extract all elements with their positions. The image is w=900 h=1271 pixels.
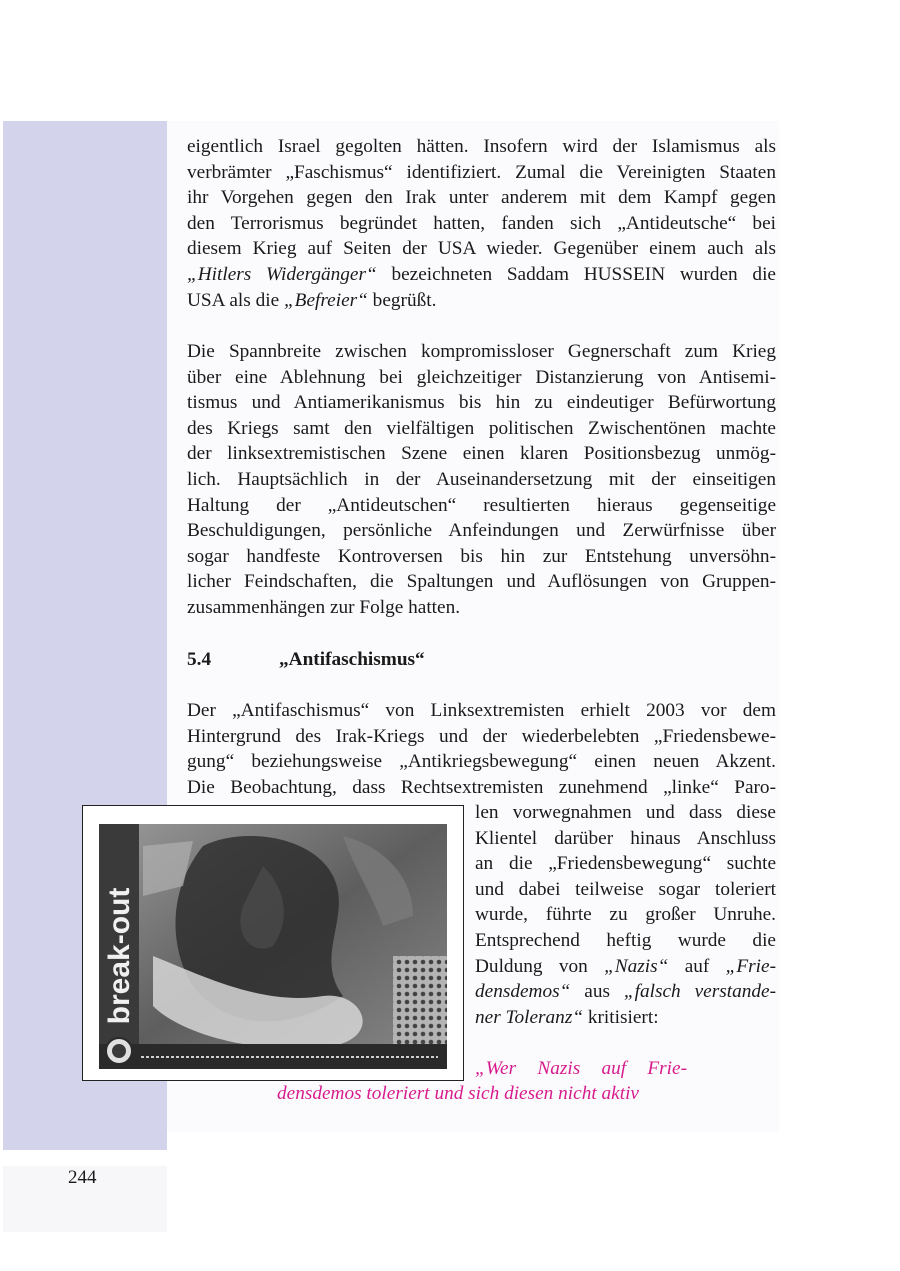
text-line: Die Spannbreite zwischen kompromissloser Gegnerschaft zum Krieg <box>187 341 776 362</box>
text-fragment: auf <box>668 955 726 977</box>
text-line <box>475 954 776 980</box>
italic-phrase: „Befreier“ <box>283 289 368 311</box>
text-line: Klientel darüber hinaus Anschluss <box>475 827 776 849</box>
text-line: Entsprechend heftig wurde die <box>475 929 776 951</box>
text-line: gung“ beziehungsweise „Antikriegsbewegung“ einen neuen Akzent. <box>187 751 776 773</box>
poster-title: break-out <box>103 887 136 1025</box>
paragraph-1 <box>187 134 776 313</box>
text-line: eigentlich Israel gegolten hätten. Insofern wird der Islamismus als <box>187 136 776 157</box>
text-line: zusammenhängen zur Folge hatten. <box>187 596 461 618</box>
text-line: über eine Ablehnung bei gleichzeitiger Distanzierung von Antisemi- <box>187 366 776 388</box>
text-fragment: aus <box>570 981 624 1003</box>
text-fragment: USA als die <box>187 289 284 311</box>
text-line: den Terrorismus begründet hatten, fanden sich „Antideutsche“ bei <box>187 212 776 234</box>
poster-image <box>82 805 464 1081</box>
text-line: tismus und Antiamerikanismus bis hin zu eindeutiger Befürwortung <box>187 392 776 414</box>
italic-phrase: „Frie- <box>725 955 776 977</box>
text-fragment: Duldung von <box>475 955 605 977</box>
paragraph-2 <box>187 339 776 621</box>
text-line: des Kriegs samt den vielfältigen politischen Zwischentönen machte <box>187 417 776 439</box>
text-line <box>187 288 776 314</box>
text-line <box>475 979 776 1005</box>
page-number: 244 <box>68 1167 97 1188</box>
text-line: der linksextremistischen Szene einen klaren Positionsbezug unmög- <box>187 443 776 465</box>
text-line <box>475 1005 776 1031</box>
poster-graphic <box>83 806 463 1080</box>
section-title: „Antifaschismus“ <box>279 649 425 670</box>
text-line: len vorwegnahmen und dass diese <box>475 802 776 823</box>
quote-line-1: „Wer Nazis auf Frie- <box>475 1058 687 1079</box>
section-number: 5.4 <box>187 649 212 670</box>
text-line: Die Beobachtung, dass Rechtsextremisten zunehmend „linke“ Paro- <box>187 776 776 798</box>
italic-phrase: densdemos“ <box>475 981 571 1003</box>
text-fragment: kritisiert: <box>583 1006 659 1028</box>
quote-line-2: densdemos toleriert und sich diesen nicht aktiv <box>277 1083 639 1104</box>
text-line: Beschuldigungen, persönliche Anfeindungen und Zerwürfnisse über <box>187 520 776 542</box>
text-line: und dabei teilweise sogar toleriert <box>475 878 776 900</box>
text-line: licher Feindschaften, die Spaltungen und Auflösungen von Gruppen- <box>187 571 776 593</box>
text-line <box>187 262 776 288</box>
text-line: diesem Krieg auf Seiten der USA wieder. Gegenüber einem auch als <box>187 238 776 260</box>
italic-phrase: „falsch verstande- <box>623 981 776 1003</box>
italic-phrase: „Hitlers Widergänger“ <box>187 263 377 285</box>
text-line: an die „Friedensbewegung“ suchte <box>475 853 776 875</box>
italic-phrase: „Nazis“ <box>604 955 669 977</box>
italic-phrase: ner Toleranz“ <box>475 1006 584 1028</box>
text-fragment: bezeichneten Saddam HUSSEIN wurden die <box>376 263 776 285</box>
section-heading <box>187 647 425 673</box>
paragraph-4 <box>475 800 776 1030</box>
text-fragment: begrüßt. <box>367 289 437 311</box>
text-line: lich. Hauptsächlich in der Auseinandersetzung mit der einseitigen <box>187 468 776 490</box>
text-line: wurde, führte zu großer Unruhe. <box>475 904 776 926</box>
text-line: verbrämter „Faschismus“ identifiziert. Zumal die Vereinigten Staaten <box>187 161 776 183</box>
text-line: sogar handfeste Kontroversen bis hin zur Entstehung unversöhn- <box>187 545 776 567</box>
paragraph-3 <box>187 698 776 800</box>
text-line: Hintergrund des Irak-Kriegs und der wiederbelebten „Friedensbewe- <box>187 725 776 747</box>
text-line: ihr Vorgehen gegen den Irak unter anderem mit dem Kampf gegen <box>187 187 776 209</box>
text-line: Haltung der „Antideutschen“ resultierten hieraus gegenseitige <box>187 494 776 516</box>
text-line: Der „Antifaschismus“ von Linksextremisten erhielt 2003 vor dem <box>187 700 776 721</box>
